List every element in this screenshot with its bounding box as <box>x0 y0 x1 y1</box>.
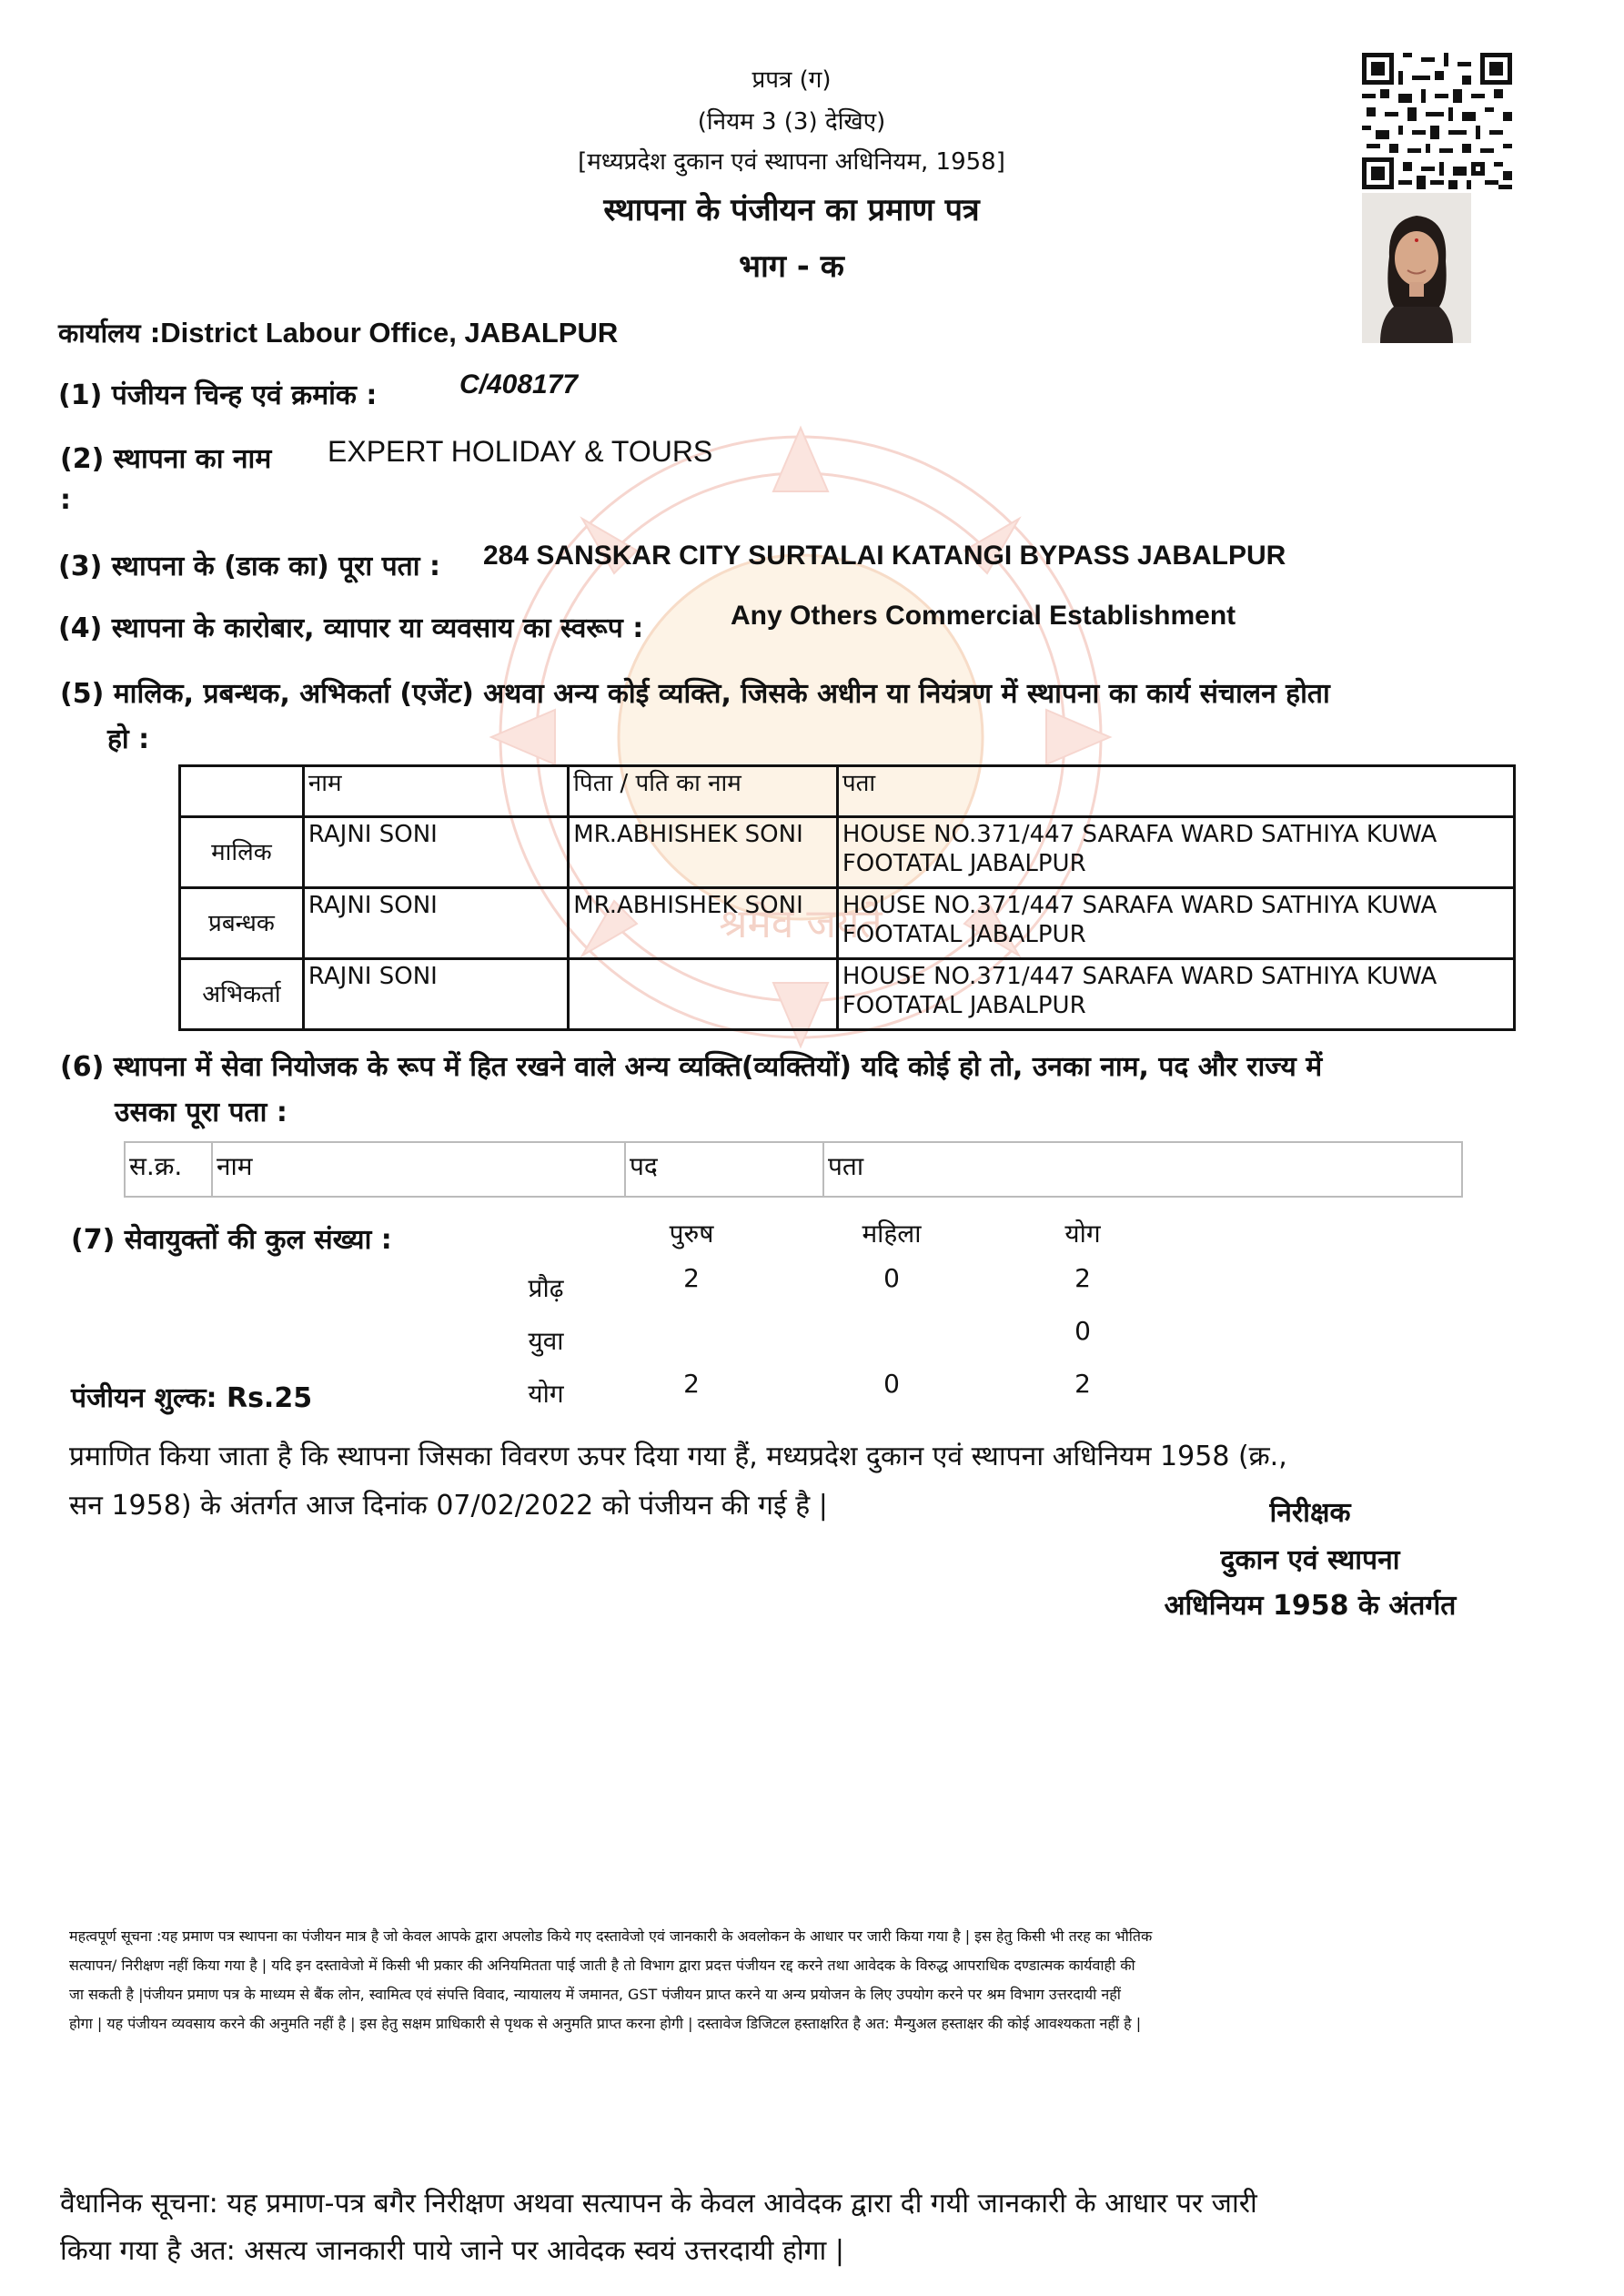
owners-header-address: पता <box>837 766 1514 817</box>
interested-persons-table <box>124 1141 1463 1198</box>
important-notice-line: महत्वपूर्ण सूचना :यह प्रमाण पत्र स्थापना का पंजीयन मात्र है जो केवल आपके द्वारा अपलोड किये गए दस्तावेजो एवं जानकारी के अवलोकन के आधार पर जारी किया गया है | इस हेतु किसी भी तरह का भौतिक <box>69 1927 1153 1945</box>
section6-heading: (6) स्थापना में सेवा नियोजक के रूप में हित रखने वाले अन्य व्यक्ति(व्यक्तियों) यदि कोई हो तो, उनका नाम, पद और राज्य में <box>60 1051 1323 1083</box>
adult-male: 2 <box>683 1263 700 1293</box>
agent-role: अभिकर्ता <box>180 959 304 1030</box>
registration-fee: पंजीयन शुल्क: Rs.25 <box>71 1382 313 1414</box>
act-reference: [मध्यप्रदेश दुकान एवं स्थापना अधिनियम, 1958] <box>578 148 1005 176</box>
table-row <box>180 888 1515 959</box>
interested-header-name: नाम <box>213 1143 626 1196</box>
row-total-label: योग <box>528 1379 564 1409</box>
signatory-title: निरीक्षक <box>1269 1497 1351 1529</box>
field-address-value: 284 SANSKAR CITY SURTALAI KATANGI BYPASS JABALPUR <box>483 541 1286 571</box>
owner-name: RAJNI SONI <box>303 817 568 888</box>
agent-address: HOUSE NO.371/447 SARAFA WARD SATHIYA KUWA FOOTATAL JABALPUR <box>837 959 1514 1030</box>
table-row <box>180 959 1515 1030</box>
statutory-notice <box>60 2180 1534 2275</box>
youth-total: 0 <box>1074 1316 1091 1346</box>
signatory-dept: दुकान एवं स्थापना <box>1220 1544 1400 1576</box>
field-registration-value: C/408177 <box>459 369 579 400</box>
rule-reference: (नियम 3 (3) देखिए) <box>697 108 886 136</box>
interested-header-address: पता <box>828 1151 864 1181</box>
row-adult-label: प्रौढ़ <box>528 1273 564 1303</box>
col-header-total: योग <box>1064 1219 1101 1249</box>
owners-header-father: पिता / पति का नाम <box>569 766 838 817</box>
signatory-act: अधिनियम 1958 के अंतर्गत <box>1164 1590 1457 1622</box>
owner-father-name: MR.ABHISHEK SONI <box>569 817 838 888</box>
interested-header-post: पद <box>626 1143 824 1196</box>
adult-female: 0 <box>883 1263 900 1293</box>
owners-table-header <box>180 766 1515 817</box>
field-business-nature-label: (4) स्थापना के कारोबार, व्यापार या व्यवसाय का स्वरूप : <box>58 612 644 644</box>
certificate-part: भाग - क <box>739 248 844 285</box>
owners-table <box>178 764 1516 1031</box>
field-address-label: (3) स्थापना के (डाक का) पूरा पता : <box>58 551 440 582</box>
section5-heading-cont: हो : <box>107 723 150 755</box>
section7-label: (7) सेवायुक्तों की कुल संख्या : <box>71 1224 392 1256</box>
field-establishment-name-value: EXPERT HOLIDAY & TOURS <box>328 435 713 468</box>
office-label: कार्यालय : <box>58 318 161 349</box>
field-establishment-name-colon: : <box>60 484 71 516</box>
row-youth-label: युवा <box>528 1326 564 1356</box>
field-registration-label: (1) पंजीयन चिन्ह एवं क्रमांक : <box>58 379 378 411</box>
owner-address: HOUSE NO.371/447 SARAFA WARD SATHIYA KUWA FOOTATAL JABALPUR <box>837 817 1514 888</box>
owner-role: मालिक <box>180 817 304 888</box>
owners-header-name: नाम <box>303 766 568 817</box>
manager-address: HOUSE NO.371/447 SARAFA WARD SATHIYA KUWA FOOTATAL JABALPUR <box>837 888 1514 959</box>
agent-father-name <box>569 959 838 1030</box>
total-male: 2 <box>683 1369 700 1399</box>
table-row <box>180 817 1515 888</box>
certification-line-2: सन 1958) के अंतर्गत आज दिनांक 07/02/2022 को पंजीयन की गई है | <box>69 1490 828 1522</box>
section6-heading-cont: उसका पूरा पता : <box>115 1097 287 1128</box>
important-notice-line: सत्यापन/ निरीक्षण नहीं किया गया है | यदि इन दस्तावेजो में किसी भी प्रकार की अनियमितता पाई जाती है तो विभाग द्वारा प्रदत्त पंजीयन रद्द करने तथा आवेदक के विरुद्ध आपराधिक दण्डात्मक कार्यवाही की <box>69 1957 1135 1974</box>
manager-role: प्रबन्धक <box>180 888 304 959</box>
col-header-male: पुरुष <box>669 1219 714 1249</box>
important-notice <box>69 1922 1507 2038</box>
col-header-female: महिला <box>862 1219 922 1249</box>
section5-heading: (5) मालिक, प्रबन्धक, अभिकर्ता (एजेंट) अथवा अन्य कोई व्यक्ति, जिसके अधीन या नियंत्रण में स्थापना का कार्य संचालन होता <box>60 678 1330 710</box>
total-total: 2 <box>1074 1369 1091 1399</box>
form-number: प्रपत्र (ग) <box>751 66 832 94</box>
watermark-text: श्रमेव जयते <box>719 901 883 947</box>
manager-name: RAJNI SONI <box>303 888 568 959</box>
manager-father-name: MR.ABHISHEK SONI <box>569 888 838 959</box>
qr-code <box>1362 53 1512 189</box>
important-notice-line: जा सकती है |पंजीयन प्रमाण पत्र के माध्यम से बैंक लोन, स्वामित्व एवं संपत्ति विवाद, न्यायालय में जमानत, GST पंजीयन प्राप्त करने या अन्य प्रयोजन के लिए उपयोग करने पर श्रम विभाग उत्तरदायी नहीं <box>69 1986 1121 2003</box>
field-establishment-name-label: (2) स्थापना का नाम <box>60 443 272 475</box>
adult-total: 2 <box>1074 1263 1091 1293</box>
certificate-title: स्थापना के पंजीयन का प्रमाण पत्र <box>603 192 980 228</box>
agent-name: RAJNI SONI <box>303 959 568 1030</box>
applicant-photo <box>1362 193 1471 343</box>
important-notice-line: होगा | यह पंजीयन व्यवसाय करने की अनुमति नहीं है | इस हेतु सक्षम प्राधिकारी से पृथक से अनुमति प्राप्त करना होगी | दस्तावेज डिजिटल हस्ताक्षरित है अत: मैन्युअल हस्ताक्षर की कोई आवश्यकता नहीं है | <box>69 2015 1142 2032</box>
field-business-nature-value: Any Others Commercial Establishment <box>731 601 1236 631</box>
certification-line-1: प्रमाणित किया जाता है कि स्थापना जिसका विवरण ऊपर दिया गया हैं, मध्यप्रदेश दुकान एवं स्थापना अधिनियम 1958 (क्र., <box>69 1441 1287 1472</box>
interested-header-serial: स.क्र. <box>126 1143 213 1196</box>
statutory-notice-line: वैधानिक सूचना: यह प्रमाण-पत्र बगैर निरीक्षण अथवा सत्यापन के केवल आवेदक द्वारा दी गयी जानकारी के आधार पर जारी <box>60 2188 1257 2220</box>
office-line <box>58 315 618 350</box>
office-value: District Labour Office, JABALPUR <box>160 317 619 349</box>
statutory-notice-line: किया गया है अत: असत्य जानकारी पाये जाने पर आवेदक स्वयं उत्तरदायी होगा | <box>60 2235 844 2267</box>
total-female: 0 <box>883 1369 900 1399</box>
owners-header-role <box>180 766 304 817</box>
